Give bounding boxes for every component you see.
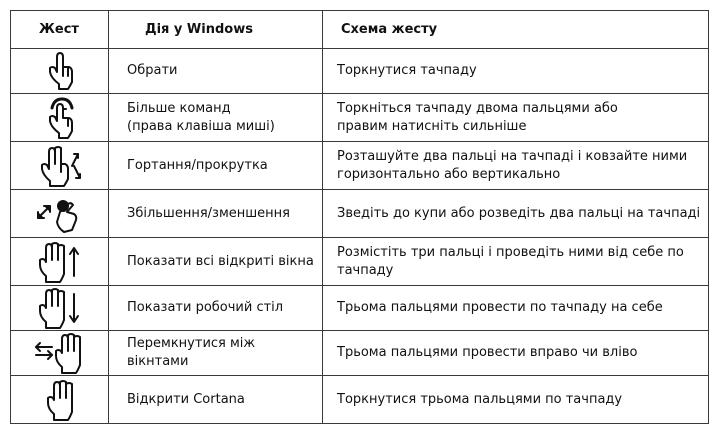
two-finger-scroll-icon <box>30 144 90 188</box>
tap-one-finger-icon <box>30 49 90 93</box>
table-row <box>11 190 709 238</box>
table-row <box>11 94 709 142</box>
header-gesture: Жест <box>11 11 109 49</box>
description-cell: Торкнутися трьома пальцями по тачпаду <box>323 376 709 424</box>
three-finger-tap-icon <box>30 378 90 422</box>
three-finger-swipe-sideways-icon <box>30 331 90 375</box>
action-cell: Збільшення/зменшення <box>109 190 323 238</box>
table-row <box>11 49 709 94</box>
description-cell: Зведіть до купи або розведіть два пальці на тачпаді <box>323 190 709 238</box>
action-cell: Обрати <box>109 49 323 94</box>
three-finger-swipe-down-icon <box>30 286 90 330</box>
table-row <box>11 376 709 424</box>
description-cell: Трьома пальцями провести вправо чи вліво <box>323 331 709 376</box>
action-cell: Показати робочий стіл <box>109 286 323 331</box>
three-finger-swipe-up-icon <box>30 240 90 284</box>
description-cell: Трьома пальцями провести по тачпаду на себе <box>323 286 709 331</box>
action-cell: Перемкнутися між вікнтами <box>109 331 323 376</box>
tap-two-fingers-icon <box>30 96 90 140</box>
description-cell: Торкніться тачпаду двома пальцями або правим натисніть сильніше <box>323 94 709 142</box>
gestures-table <box>10 10 709 424</box>
header-row <box>11 11 709 49</box>
description-cell: Розмістіть три пальці і проведіть ними від себе по тачпаду <box>323 238 709 286</box>
table-row <box>11 331 709 376</box>
action-cell: Більше команд (права клавіша миші) <box>109 94 323 142</box>
description-cell: Розташуйте два пальці на тачпаді і ковзайте ними горизонтально або вертикально <box>323 142 709 190</box>
description-cell: Торкнутися тачпаду <box>323 49 709 94</box>
table-row <box>11 238 709 286</box>
pinch-zoom-icon <box>30 192 90 236</box>
table-row <box>11 286 709 331</box>
table-row <box>11 142 709 190</box>
action-cell: Показати всі відкриті вікна <box>109 238 323 286</box>
header-action: Дія у Windows <box>109 11 323 49</box>
action-cell: Відкрити Cortana <box>109 376 323 424</box>
header-scheme: Схема жесту <box>323 11 709 49</box>
action-cell: Гортання/прокрутка <box>109 142 323 190</box>
